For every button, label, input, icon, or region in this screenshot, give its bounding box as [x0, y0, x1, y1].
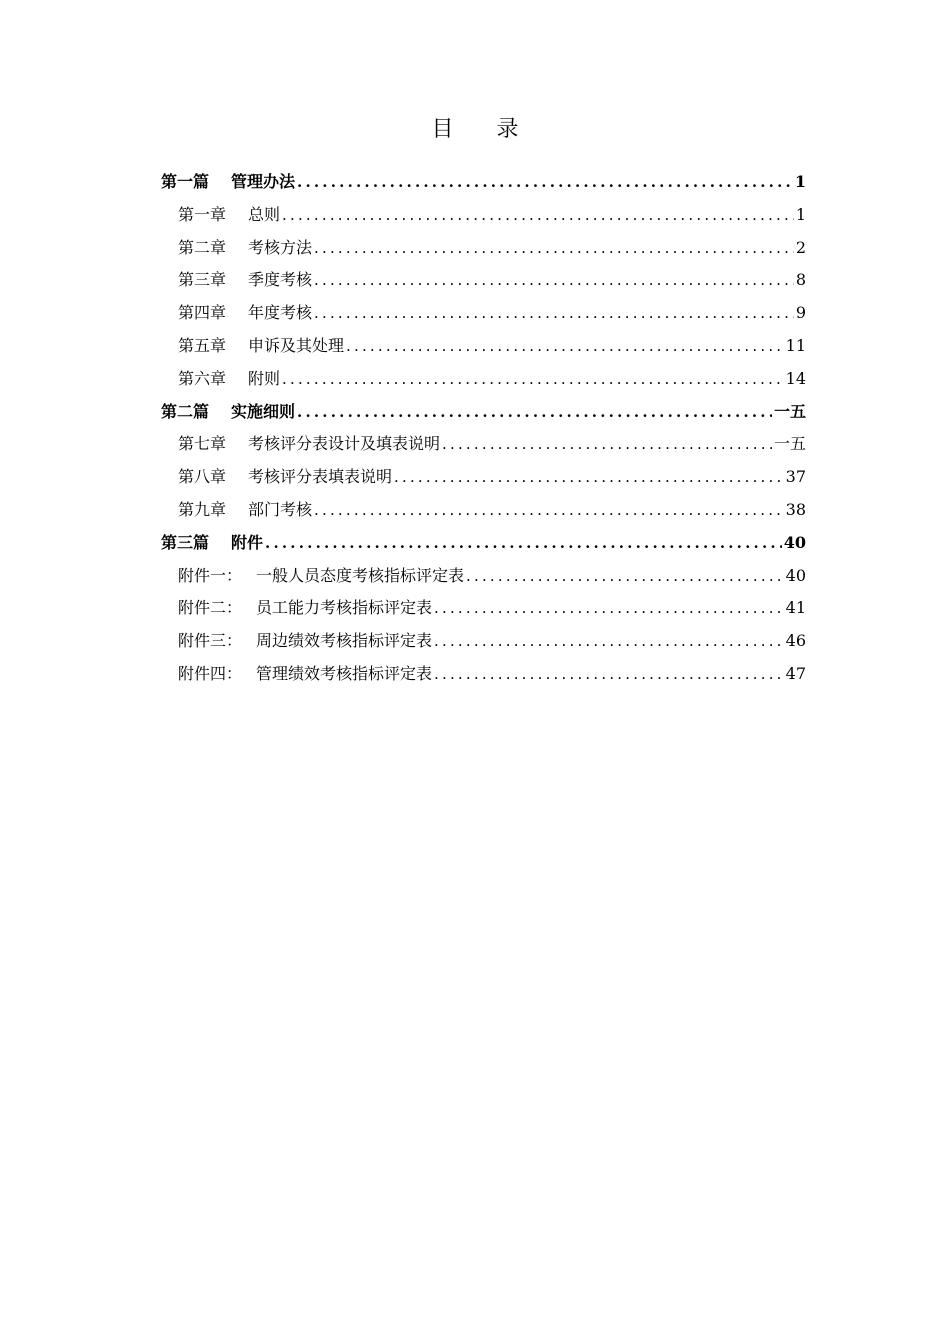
toc-entry-title: 年度考核: [248, 303, 313, 323]
table-of-contents: [161, 166, 806, 691]
toc-entry-title: 附件: [231, 532, 264, 552]
toc-entry-number: 第六章: [178, 368, 227, 388]
toc-entry-title: 管理绩效考核指标评定表: [256, 663, 433, 683]
toc-entry-chapter[interactable]: [161, 363, 806, 396]
toc-entry-page: 一五: [773, 401, 806, 421]
toc-entry-number: 第九章: [178, 499, 227, 519]
toc-leader-dots: [295, 166, 793, 199]
toc-title: 目 录: [431, 117, 537, 142]
toc-entry-chapter[interactable]: [161, 428, 806, 461]
toc-entry-number: 第八章: [178, 467, 227, 487]
toc-leader-dots: [432, 592, 784, 625]
toc-entry-title: 附则: [248, 368, 281, 388]
toc-entry-page: 14: [785, 368, 806, 388]
toc-entry-title: 考核方法: [248, 237, 313, 257]
toc-entry-number: 第五章: [178, 335, 227, 355]
toc-entry-chapter[interactable]: [161, 232, 806, 265]
toc-leader-dots: [295, 396, 772, 429]
toc-entry-number: 第七章: [178, 434, 227, 454]
toc-entry-title: 季度考核: [248, 270, 313, 290]
toc-entry-title: 一般人员态度考核指标评定表: [256, 565, 465, 585]
toc-entry-appendix[interactable]: [161, 592, 806, 625]
toc-entry-number: 第四章: [178, 303, 227, 323]
toc-entry-number: 附件一：: [178, 565, 243, 585]
toc-entry-part[interactable]: [161, 166, 806, 199]
toc-leader-dots: [312, 232, 794, 265]
toc-entry-title: 总则: [248, 204, 281, 224]
toc-entry-title: 员工能力考核指标评定表: [256, 598, 433, 618]
toc-entry-title: 部门考核: [248, 499, 313, 519]
toc-entry-title: 考核评分表填表说明: [248, 467, 393, 487]
toc-entry-number: 附件三：: [178, 631, 243, 651]
toc-entry-appendix[interactable]: [161, 658, 806, 691]
toc-leader-dots: [280, 199, 794, 232]
toc-entry-page: 2: [795, 237, 806, 257]
toc-entry-part[interactable]: [161, 527, 806, 560]
toc-leader-dots: [344, 330, 784, 363]
toc-leader-dots: [312, 494, 784, 527]
toc-entry-appendix[interactable]: [161, 560, 806, 593]
toc-entry-chapter[interactable]: [161, 330, 806, 363]
toc-entry-appendix[interactable]: [161, 625, 806, 658]
toc-entry-page: 38: [785, 499, 806, 519]
toc-entry-page: 40: [785, 565, 806, 585]
toc-entry-title: 考核评分表设计及填表说明: [248, 434, 441, 454]
toc-entry-number: 第三篇: [161, 532, 210, 552]
toc-leader-dots: [464, 560, 784, 593]
toc-entry-title: 管理办法: [231, 172, 296, 191]
toc-entry-chapter[interactable]: [161, 199, 806, 232]
toc-entry-number: 第一章: [178, 204, 227, 224]
toc-entry-page: 9: [795, 303, 806, 323]
toc-leader-dots: [280, 363, 784, 396]
toc-entry-number: 第三章: [178, 270, 227, 290]
toc-leader-dots: [263, 527, 782, 560]
toc-entry-page: 1: [794, 172, 806, 191]
toc-entry-page: 47: [785, 663, 806, 683]
toc-entry-number: 第二章: [178, 237, 227, 257]
toc-entry-number: 第一篇: [161, 172, 210, 191]
toc-entry-page: 1: [795, 204, 806, 224]
toc-entry-number: 第二篇: [161, 401, 210, 421]
toc-entry-page: 40: [783, 532, 806, 552]
toc-entry-page: 46: [785, 631, 806, 651]
toc-leader-dots: [312, 297, 794, 330]
toc-entry-page: 8: [795, 270, 806, 290]
toc-entry-title: 申诉及其处理: [248, 335, 345, 355]
toc-entry-page: 11: [785, 335, 806, 355]
toc-entry-title: 实施细则: [231, 401, 296, 421]
toc-leader-dots: [392, 461, 784, 494]
toc-entry-page: 一五: [773, 434, 806, 454]
toc-entry-title: 周边绩效考核指标评定表: [256, 631, 433, 651]
toc-leader-dots: [432, 625, 784, 658]
toc-entry-number: 附件二：: [178, 598, 243, 618]
toc-entry-part[interactable]: [161, 396, 806, 429]
toc-entry-chapter[interactable]: [161, 461, 806, 494]
toc-entry-page: 41: [785, 598, 806, 618]
toc-leader-dots: [440, 428, 772, 461]
toc-entry-page: 37: [785, 467, 806, 487]
toc-entry-chapter[interactable]: [161, 264, 806, 297]
toc-entry-chapter[interactable]: [161, 297, 806, 330]
toc-leader-dots: [432, 658, 784, 691]
toc-entry-chapter[interactable]: [161, 494, 806, 527]
toc-entry-number: 附件四：: [178, 663, 243, 683]
toc-leader-dots: [312, 264, 794, 297]
